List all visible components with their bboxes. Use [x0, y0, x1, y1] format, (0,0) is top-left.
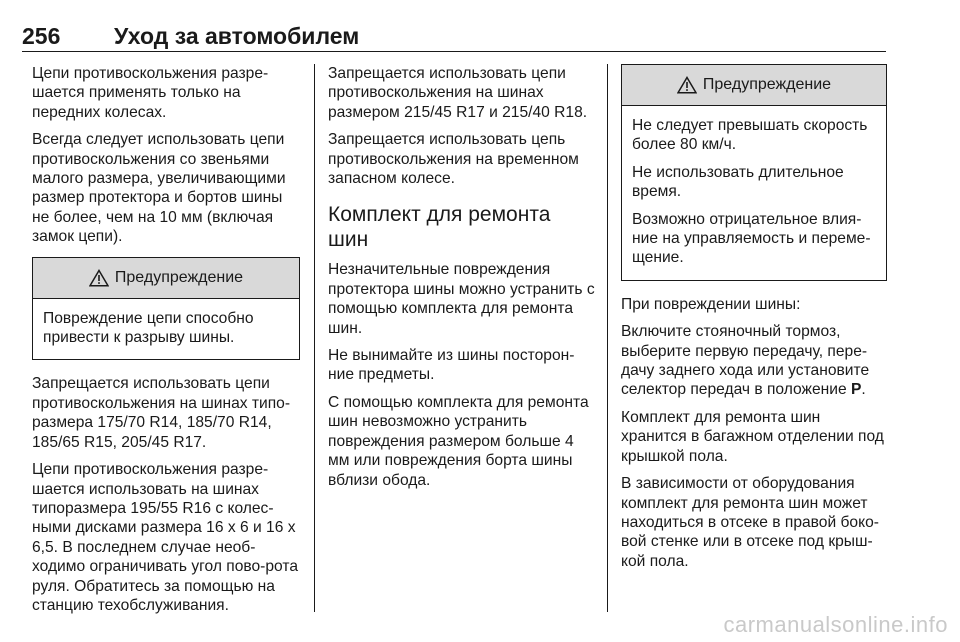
warning-text: Возможно отрицательное влия-ние на управляемость и переме-щение.	[632, 210, 871, 267]
paragraph: Запрещается использовать цепи противоскольжения на шинах типо-размера 175/70 R14, 185/70 R14, 185/65 R15, 205/45 R17.	[32, 375, 291, 451]
paragraph: Запрещается использовать цепь противоскольжения на временном запасном колесе.	[328, 131, 579, 188]
warning-box	[32, 257, 300, 361]
header-rule	[22, 51, 886, 52]
gear-position-label: P	[850, 381, 862, 399]
warning-box	[621, 64, 887, 281]
warning-header	[33, 258, 299, 299]
paragraph: Незначительные повреждения протектора шины можно устранить с помощью комплекта для ремонта шин.	[328, 261, 595, 337]
paragraph: Комплект для ремонта шин хранится в багажном отделении под крышкой пола.	[621, 408, 884, 465]
column-1	[32, 64, 300, 623]
warning-title: Предупреждение	[702, 76, 832, 93]
page-title: Уход за автомобилем	[114, 23, 360, 49]
paragraph: Цепи противоскольжения разре-шается применять только на передних колесах.	[32, 65, 269, 121]
column-3	[621, 64, 887, 579]
paragraph: При повреждении шины:	[621, 295, 801, 313]
paragraph-end: .	[861, 381, 866, 399]
paragraph: Цепи противоскольжения разре-шается использовать на шинах типоразмера 195/55 R16 с колес-ными дисками размера 16 x 6 и 16 x 6,5. В последнем случае необ-ходимо ограничивать угол пово-рота руля. Обратитесь за помощью на станцию техобслуживания.	[32, 461, 299, 614]
warning-text: Не следует превышать скорость более 80 км/ч.	[632, 117, 868, 154]
paragraph: Не вынимайте из шины посторон-ние предметы.	[328, 347, 575, 384]
section-heading: Комплект для ремонта шин	[328, 203, 551, 252]
page-number: 256	[22, 23, 61, 49]
warning-triangle-icon	[89, 269, 109, 287]
warning-triangle-icon	[677, 76, 697, 94]
paragraph-text: Включите стояночный тормоз, выберите первую передачу, пере-дачу заднего хода или установите селектор передач в положение	[621, 323, 870, 399]
warning-header	[622, 65, 886, 106]
paragraph: Всегда следует использовать цепи противоскольжения со звеньями малого размера, увеличивающими размер протектора и бортов шины не более, чем на 10 мм (включая замок цепи).	[32, 131, 286, 246]
warning-text: Повреждение цепи способно привести к разрыву шины.	[43, 309, 254, 347]
page-header	[22, 22, 886, 54]
paragraph	[621, 322, 887, 400]
paragraph: С помощью комплекта для ремонта шин невозможно устранить повреждения размером больше 4 мм или повреждения борта шины вблизи обода.	[328, 393, 589, 489]
paragraph: В зависимости от оборудования комплект для ремонта шин может находиться в отсеке в правой боко-вой стенке или в отсеке под крыш-кой пола.	[621, 475, 879, 570]
paragraph: Запрещается использовать цепи противоскольжения на шинах размером 215/45 R17 и 215/40 R18.	[328, 65, 588, 121]
column-2	[328, 64, 596, 498]
warning-title: Предупреждение	[114, 268, 244, 286]
watermark: carmanualsonline.info	[723, 612, 948, 637]
column-divider	[314, 64, 315, 612]
column-divider	[607, 64, 608, 612]
warning-text: Не использовать длительное время.	[632, 163, 844, 201]
